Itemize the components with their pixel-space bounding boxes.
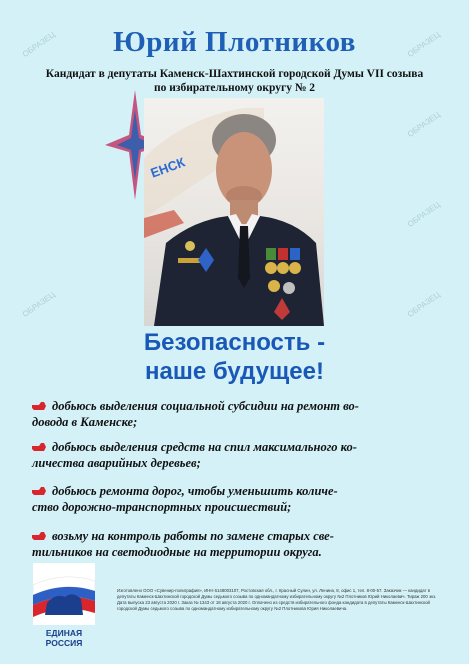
hand-pointer-icon [32,401,46,411]
subtitle-line-1: Кандидат в депутаты Каменск-Шахтинской городской Думы VII созыва [45,68,424,80]
candidate-name: Юрий Плотников [113,26,356,58]
pledge-item [32,528,442,560]
pledge-line-1: добьюсь выделения социальной субсидии на ремонт во- [52,399,359,413]
pledge-line-1: добьюсь выделения средств на спил максимального ко- [52,440,357,454]
candidate-photo [144,98,324,326]
slogan-line-2: наше будущее! [145,358,324,385]
slogan [0,328,469,386]
subtitle-line-2: по избирательному округу № 2 [153,82,316,94]
watermark: ОБРАЗЕЦ [20,290,57,319]
pledge-item [32,439,442,471]
pledge-item [32,398,442,430]
hand-pointer-icon [32,486,46,496]
pledge-line-2: личества аварийных деревьев; [32,456,201,470]
watermark: ОБРАЗЕЦ [405,200,442,229]
party-name-line-1: ЕДИНАЯ [45,628,83,638]
candidate-portrait-icon [144,98,324,326]
watermark: ОБРАЗЕЦ [405,110,442,139]
watermark: ОБРАЗЕЦ [405,30,442,59]
party-name [33,628,95,648]
pledge-line-1: возьму на контроль работы по замене старых све- [52,529,334,543]
hand-pointer-icon [32,442,46,452]
pledge-line-1: добьюсь ремонта дорог, чтобы уменьшить количе- [52,484,338,498]
watermark: ОБРАЗЕЦ [20,30,57,59]
pledge-line-2: тильников на светодиодные на территории округа. [32,545,322,559]
imprint-text: Изготовлено ООО «Сувенир-полиграфия», ИНН 6148003107, Ростовская обл., г. Красный Сулин, ул. Ленина, 8, офис 1, тел. 8-00-57. Заказчик — кандидат в депутаты Каменск-Шахтинской городской Думы седьмого созыва по одномандатному избирательному округу №2 Плотников Юрий Николаевич. Тираж 200 экз. Дата выпуска 23 августа 2020 г. Заказ № 1343 от 18 августа 2020 г. Оплачено из средств избирательного фонда кандидата в депутаты Каменск-Шахтинской городской Думы седьмого созыва по одномандатному избирательному округу №2 Плотникова Юрия Николаевича. [117,588,437,611]
watermark: ОБРАЗЕЦ [405,290,442,319]
photo-background-text: ЕНСК [148,154,187,181]
candidate-subtitle [20,67,449,95]
party-name-line-2: РОССИЯ [45,638,83,648]
hand-pointer-icon [32,531,46,541]
slogan-line-1: Безопасность - [143,329,326,356]
pledge-line-2: ство дорожно-транспортных происшествий; [32,500,292,514]
pledge-line-2: довода в Каменске; [32,415,138,429]
pledge-item [32,483,442,515]
